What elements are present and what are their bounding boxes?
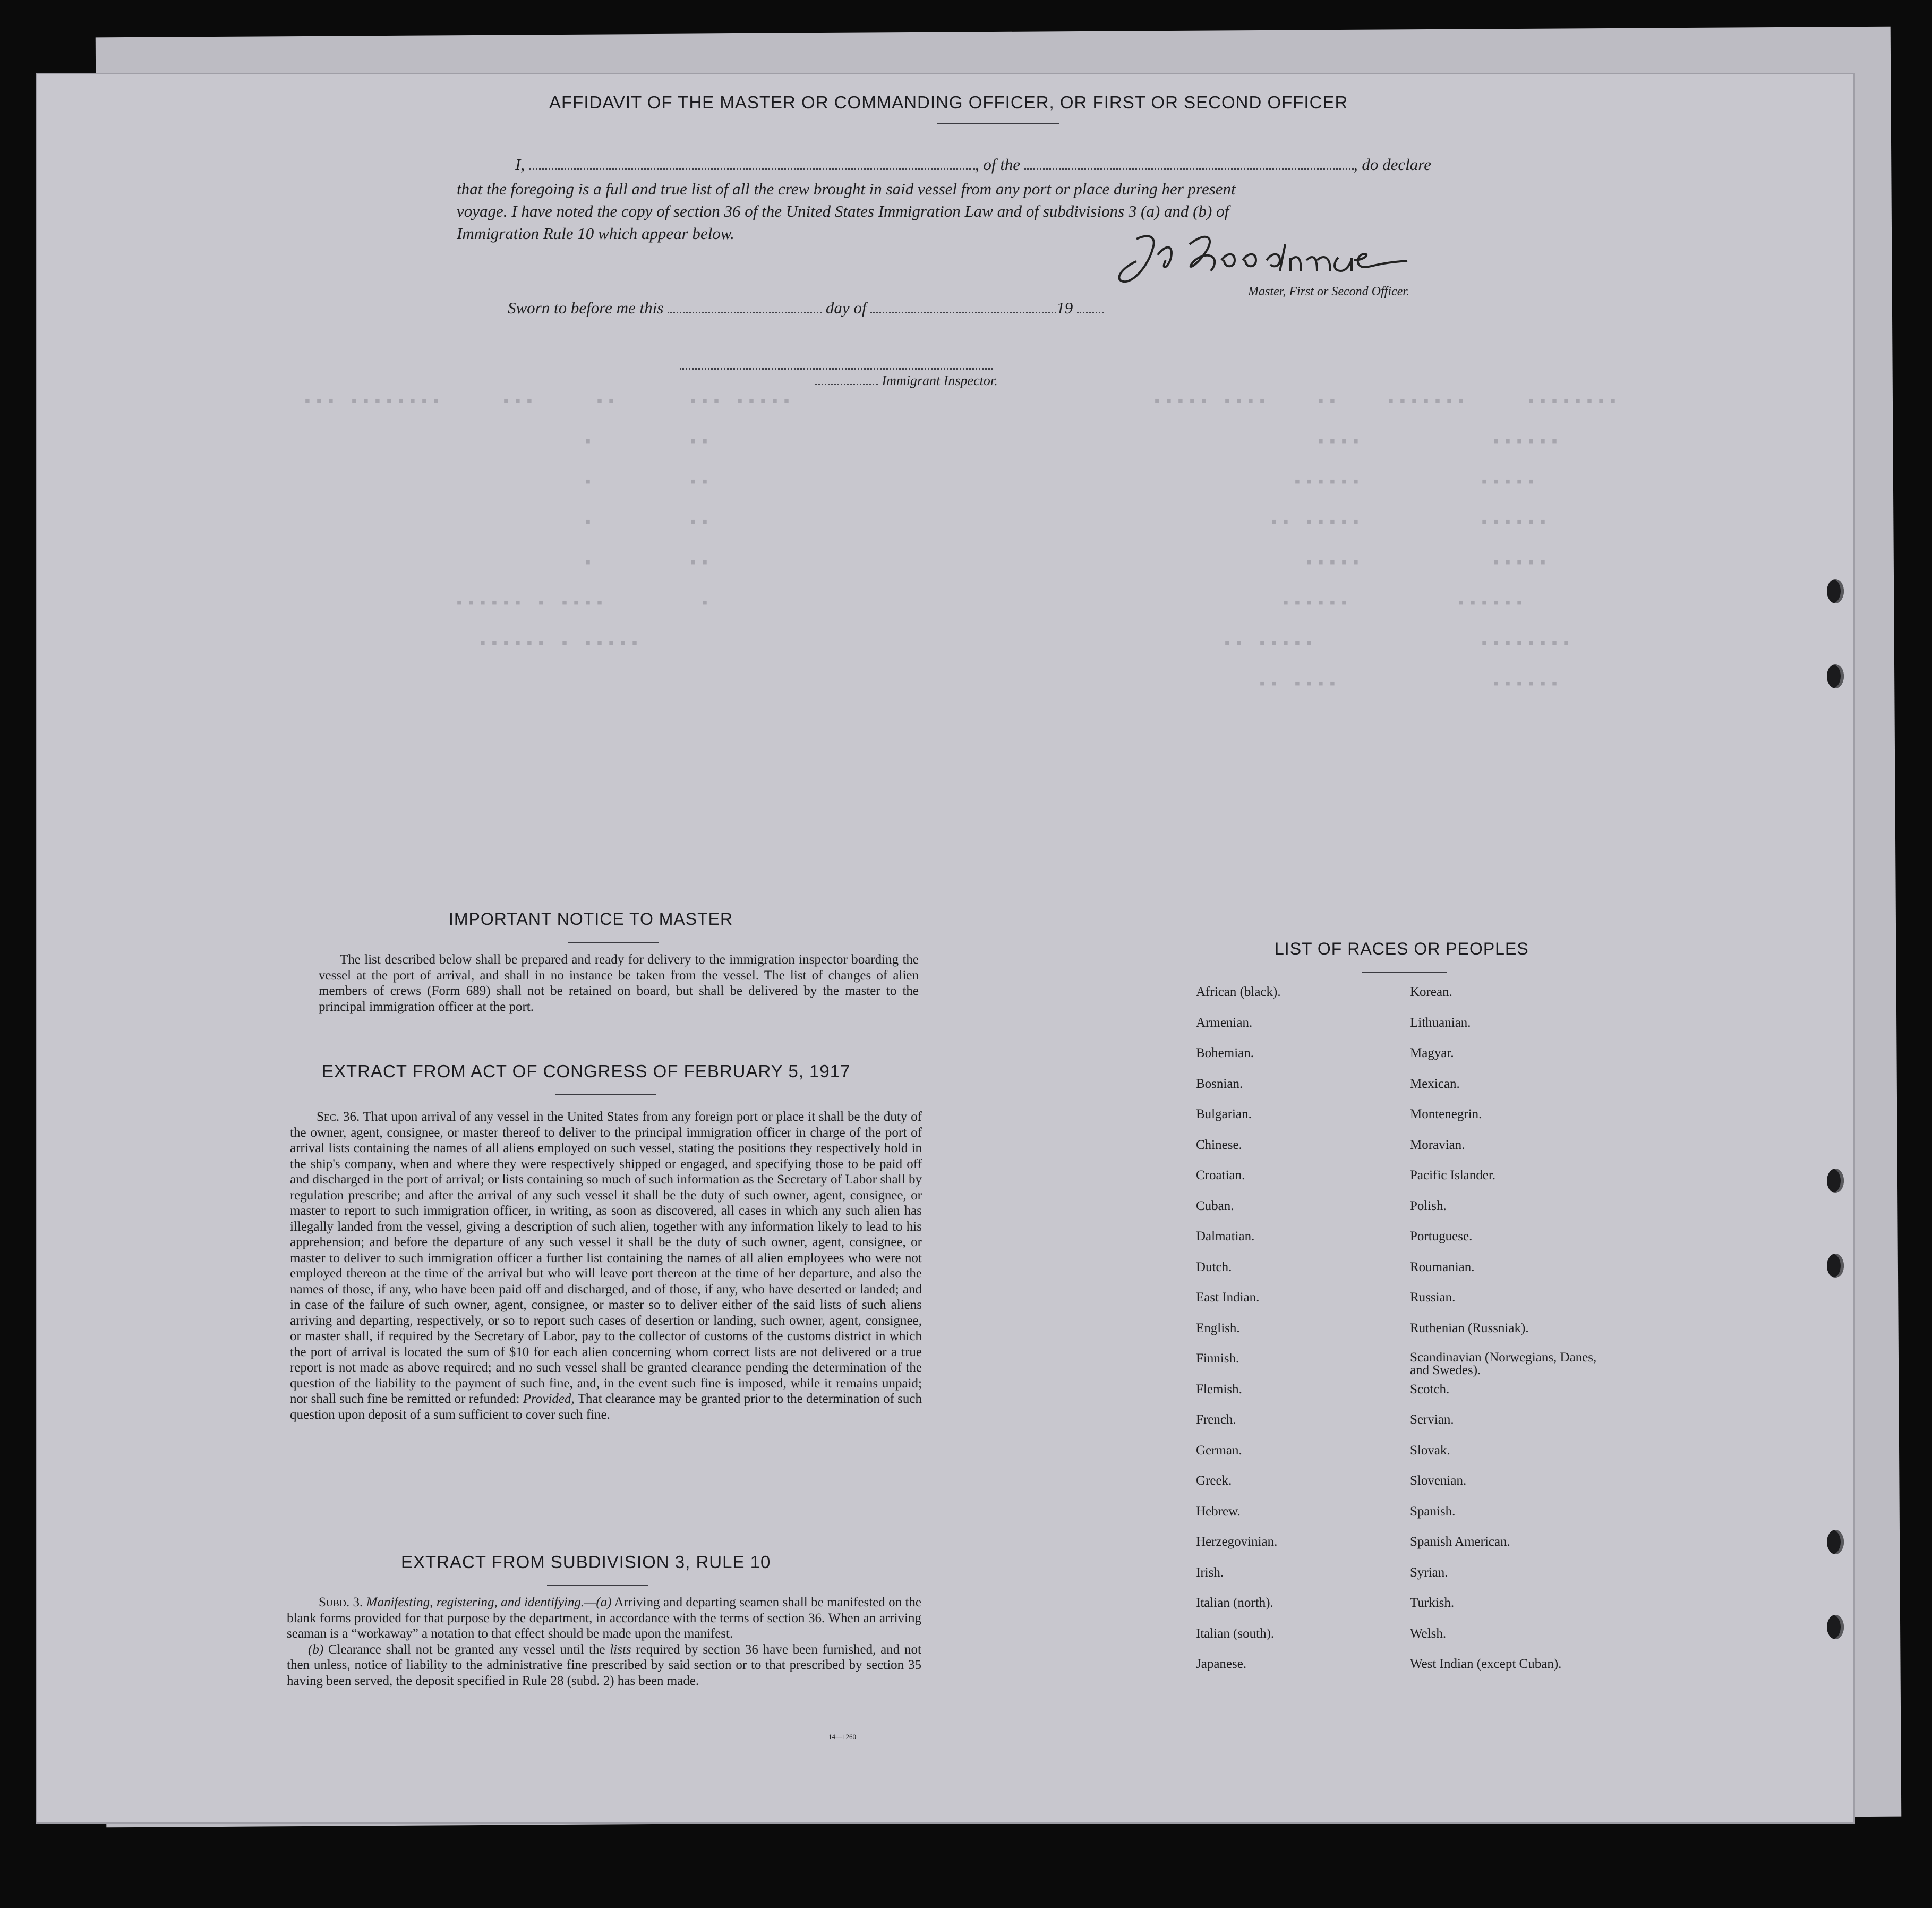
race-item: East Indian. [1196, 1290, 1260, 1305]
part-b-lists: lists [610, 1642, 631, 1657]
rule-extract-title: EXTRACT FROM SUBDIVISION 3, RULE 10 [401, 1552, 771, 1572]
rule-divider [547, 1585, 648, 1586]
race-item: Pacific Islander. [1410, 1168, 1496, 1182]
notice-title: IMPORTANT NOTICE TO MASTER [449, 909, 733, 929]
race-item: Spanish American. [1410, 1535, 1510, 1549]
race-item: Irish. [1196, 1565, 1224, 1580]
race-item: Slovenian. [1410, 1473, 1467, 1488]
race-item: Montenegrin. [1410, 1107, 1482, 1121]
race-item: Herzegovinian. [1196, 1535, 1278, 1549]
race-item: Slovak. [1410, 1443, 1450, 1458]
notice-body [319, 952, 919, 1015]
i-label: I, [515, 155, 525, 174]
day-of-label: day of [825, 299, 867, 317]
race-item: French. [1196, 1412, 1236, 1427]
race-item: Spanish. [1410, 1504, 1456, 1519]
sworn-day-field[interactable] [668, 312, 822, 313]
race-item: Bohemian. [1196, 1046, 1254, 1060]
race-item: Italian (south). [1196, 1626, 1275, 1641]
signature-role: Master, First or Second Officer. [1248, 285, 1409, 299]
race-item: Dalmatian. [1196, 1229, 1255, 1243]
proviso-label: Provided, [523, 1392, 575, 1406]
subd-heading: Manifesting, registering, and identifying. [366, 1595, 585, 1609]
notice-divider [568, 942, 659, 943]
subd-label: Subd. 3. [319, 1595, 363, 1609]
affidavit-form-page [37, 74, 1853, 1822]
race-item: Russian. [1410, 1290, 1456, 1305]
race-item: English. [1196, 1321, 1240, 1335]
race-item: Armenian. [1196, 1015, 1253, 1030]
of-the-label: , of the [974, 155, 1021, 174]
sworn-month-field[interactable] [870, 312, 1056, 313]
races-title: LIST OF RACES OR PEOPLES [1275, 939, 1529, 958]
race-item: Polish. [1410, 1198, 1447, 1213]
affidavit-body-line-1: that the foregoing is a full and true list of all the crew brought in said vessel from any port or place during her present [457, 180, 1236, 198]
race-item: Bosnian. [1196, 1076, 1243, 1091]
binder-hole-icon [1827, 1169, 1844, 1193]
inspector-leader-dots [815, 384, 878, 385]
race-item: Greek. [1196, 1473, 1232, 1488]
title-divider [937, 123, 1059, 124]
notice-text: The list described below shall be prepared and ready for delivery to the immigration inspector boarding the vessel at the port of arrival, and shall in no instance be taken from the vessel. The list of changes of alien members of crews (Form 689) shall not be retained on board, but shall be delivered by the master to the principal immigration officer at the port. [319, 952, 919, 1014]
race-item: German. [1196, 1443, 1242, 1458]
race-item: Finnish. [1196, 1351, 1239, 1366]
declarant-line [515, 155, 1431, 174]
race-item: Korean. [1410, 985, 1452, 999]
race-item: Servian. [1410, 1412, 1454, 1427]
binder-hole-icon [1827, 1615, 1844, 1639]
race-item: Mexican. [1410, 1076, 1460, 1091]
race-item: Japanese. [1196, 1657, 1247, 1671]
inspector-label: Immigrant Inspector. [882, 373, 998, 388]
binder-hole-icon [1827, 1254, 1844, 1278]
declare-label: , do declare [1353, 155, 1431, 174]
part-a-label: —(a) [584, 1595, 612, 1609]
race-item: Lithuanian. [1410, 1015, 1471, 1030]
race-item: Moravian. [1410, 1137, 1465, 1152]
race-item: Dutch. [1196, 1259, 1232, 1274]
race-item: Welsh. [1410, 1626, 1447, 1641]
rule-extract-body [287, 1595, 921, 1689]
race-item: Portuguese. [1410, 1229, 1473, 1243]
race-item: Croatian. [1196, 1168, 1245, 1182]
race-item: Ruthenian (Russniak). [1410, 1321, 1529, 1335]
declarant-name-field[interactable] [529, 168, 975, 170]
act-extract-body [290, 1109, 922, 1423]
race-item: Scotch. [1410, 1382, 1450, 1396]
binder-hole-icon [1827, 579, 1844, 603]
bleed-through-text: ▪▪▪ ▪▪▪▪▪▪▪▪ ▪▪▪ ▪▪ ▪▪▪ ▪▪▪▪▪ ▪ ▪▪ ▪ ▪▪ ▪ ▪▪ ▪ ▪▪ ▪▪▪▪▪▪ ▪ ▪▪▪▪ ▪ ▪▪▪▪▪▪ ▪ ▪▪▪▪▪ [303, 393, 794, 653]
binder-hole-icon [1827, 664, 1844, 688]
races-divider [1362, 972, 1447, 973]
race-item: Roumanian. [1410, 1259, 1475, 1274]
subdivision-a-text [287, 1595, 921, 1642]
act-body-end: That clearance may be granted prior to the determination of such question upon deposit of a sum sufficient to cover such fine. [290, 1392, 922, 1422]
races-column-1 [1196, 985, 1398, 1688]
act-body: That upon arrival of any vessel in the United States from any foreign port or place it shall be the duty of the owner, agent, consignee, or master thereof to deliver to the principal immigration officer in charge of the port of arrival lists containing the names of all aliens employed on such vessel, stating the positions they respectively hold in the ship's company, when and where they were respectively shipped or engaged, and specifying those to be paid off and discharged in the port of arrival; or lists containing so much of such information as the Secretary of Labor shall by regulation prescribe; and after the arrival of any such vessel it shall be the duty of such owner, agent, consignee, or master to report to such immigration officer, in writing, as soon as discovered, all cases in which any such alien has illegally landed from the vessel, giving a description of such alien, together with any information likely to lead to his apprehension; and before the departure of any such vessel it shall be the duty of such owner, agent, consignee, or master to deliver to such immigration officer a further list containing the names of all alien employees who were not employed thereon at the time of the arrival but who will leave port thereon at the time of her departure, and also the names of those, if any, who have been paid off and discharged, and of those, if any, who have deserted or landed; and in case of the failure of such owner, agent, consignee, or master so to deliver either of the said lists of such aliens arriving and departing, respectively, or so to report such cases of desertion or landing, such owner, agent, consignee, or master shall, if required by the Secretary of Labor, pay to the collector of customs of the customs district in which the port of arrival is located the sum of $10 for each alien concerning whom correct lists are not delivered or a true report is not made as above required; and no such vessel shall be granted clearance pending the determination of the question of the liability to the payment of such fine, and, in the event such fine is imposed, while it remains unpaid; nor shall such fine be remitted or refunded: [290, 1110, 922, 1406]
race-item: Chinese. [1196, 1137, 1242, 1152]
inspector-signature-field[interactable] [680, 368, 993, 370]
sworn-line [508, 299, 1104, 318]
affidavit-title: AFFIDAVIT OF THE MASTER OR COMMANDING OFFICER, OR FIRST OR SECOND OFFICER [549, 92, 1348, 112]
sworn-label: Sworn to before me this [508, 299, 664, 317]
race-item: Magyar. [1410, 1046, 1454, 1060]
act-section-text [290, 1109, 922, 1423]
part-b-body-2: required by section 36 have been furnished, and not then unless, notice of liability to the administrative fine prescribed by said section or to that prescribed by section 35 having been served, the deposit specified in Rule 28 (subd. 2) has been made. [287, 1642, 921, 1688]
race-item: Syrian. [1410, 1565, 1448, 1580]
race-item: Turkish. [1410, 1596, 1455, 1610]
race-item: Cuban. [1196, 1198, 1234, 1213]
race-item: West Indian (except Cuban). [1410, 1657, 1562, 1671]
act-divider [555, 1094, 656, 1095]
inspector-line [680, 355, 993, 374]
race-item: Hebrew. [1196, 1504, 1241, 1519]
bleed-through-text: ▪▪▪▪▪ ▪▪▪▪ ▪▪ ▪▪▪▪▪▪▪ ▪▪▪▪▪▪▪▪ ▪▪▪▪ ▪▪▪▪▪▪ ▪▪▪▪▪▪ ▪▪▪▪▪ ▪▪ ▪▪▪▪▪ ▪▪▪▪▪▪ ▪▪▪▪▪ ▪▪▪▪▪ ▪▪▪▪▪▪ ▪▪▪▪▪▪ ▪▪ ▪▪▪▪▪ ▪▪▪▪▪▪▪▪ ▪▪ ▪▪▪▪ ▪▪▪▪▪▪ [1152, 393, 1620, 694]
affidavit-body-line-2: voyage. I have noted the copy of section 36 of the United States Immigration Law and of subdivisions 3 (a) and (b) of [457, 202, 1229, 220]
part-b-body-1: Clearance shall not be granted any vessel until the [328, 1642, 605, 1657]
inspector-label-line [815, 373, 998, 389]
race-item: Flemish. [1196, 1382, 1242, 1396]
binder-hole-icon [1827, 1530, 1844, 1554]
race-item: Scandinavian (Norwegians, Danes, and Swedes). [1410, 1350, 1597, 1377]
race-item: Bulgarian. [1196, 1107, 1252, 1121]
section-label: Sec. 36. [317, 1110, 360, 1124]
part-a-body: Arriving and departing seamen shall be manifested on the blank forms provided for that purpose by the department, in accordance with the terms of section 36. When an arriving seaman is a “workaway” a notation to that effect should be made upon the manifest. [287, 1595, 921, 1641]
sworn-year-field[interactable] [1077, 312, 1104, 313]
master-signature [1115, 228, 1455, 292]
part-b-label: (b) [308, 1642, 324, 1657]
vessel-name-field[interactable] [1024, 168, 1354, 170]
form-number: 14—1260 [828, 1733, 856, 1741]
affidavit-body-line-3: Immigration Rule 10 which appear below. [457, 224, 734, 243]
race-item: Italian (north). [1196, 1596, 1273, 1610]
races-column-2 [1410, 985, 1612, 1688]
act-extract-title: EXTRACT FROM ACT OF CONGRESS OF FEBRUARY 5, 1917 [322, 1061, 851, 1081]
race-item: African (black). [1196, 985, 1281, 999]
year-prefix: 19 [1056, 299, 1073, 317]
subdivision-b-text [287, 1642, 921, 1689]
